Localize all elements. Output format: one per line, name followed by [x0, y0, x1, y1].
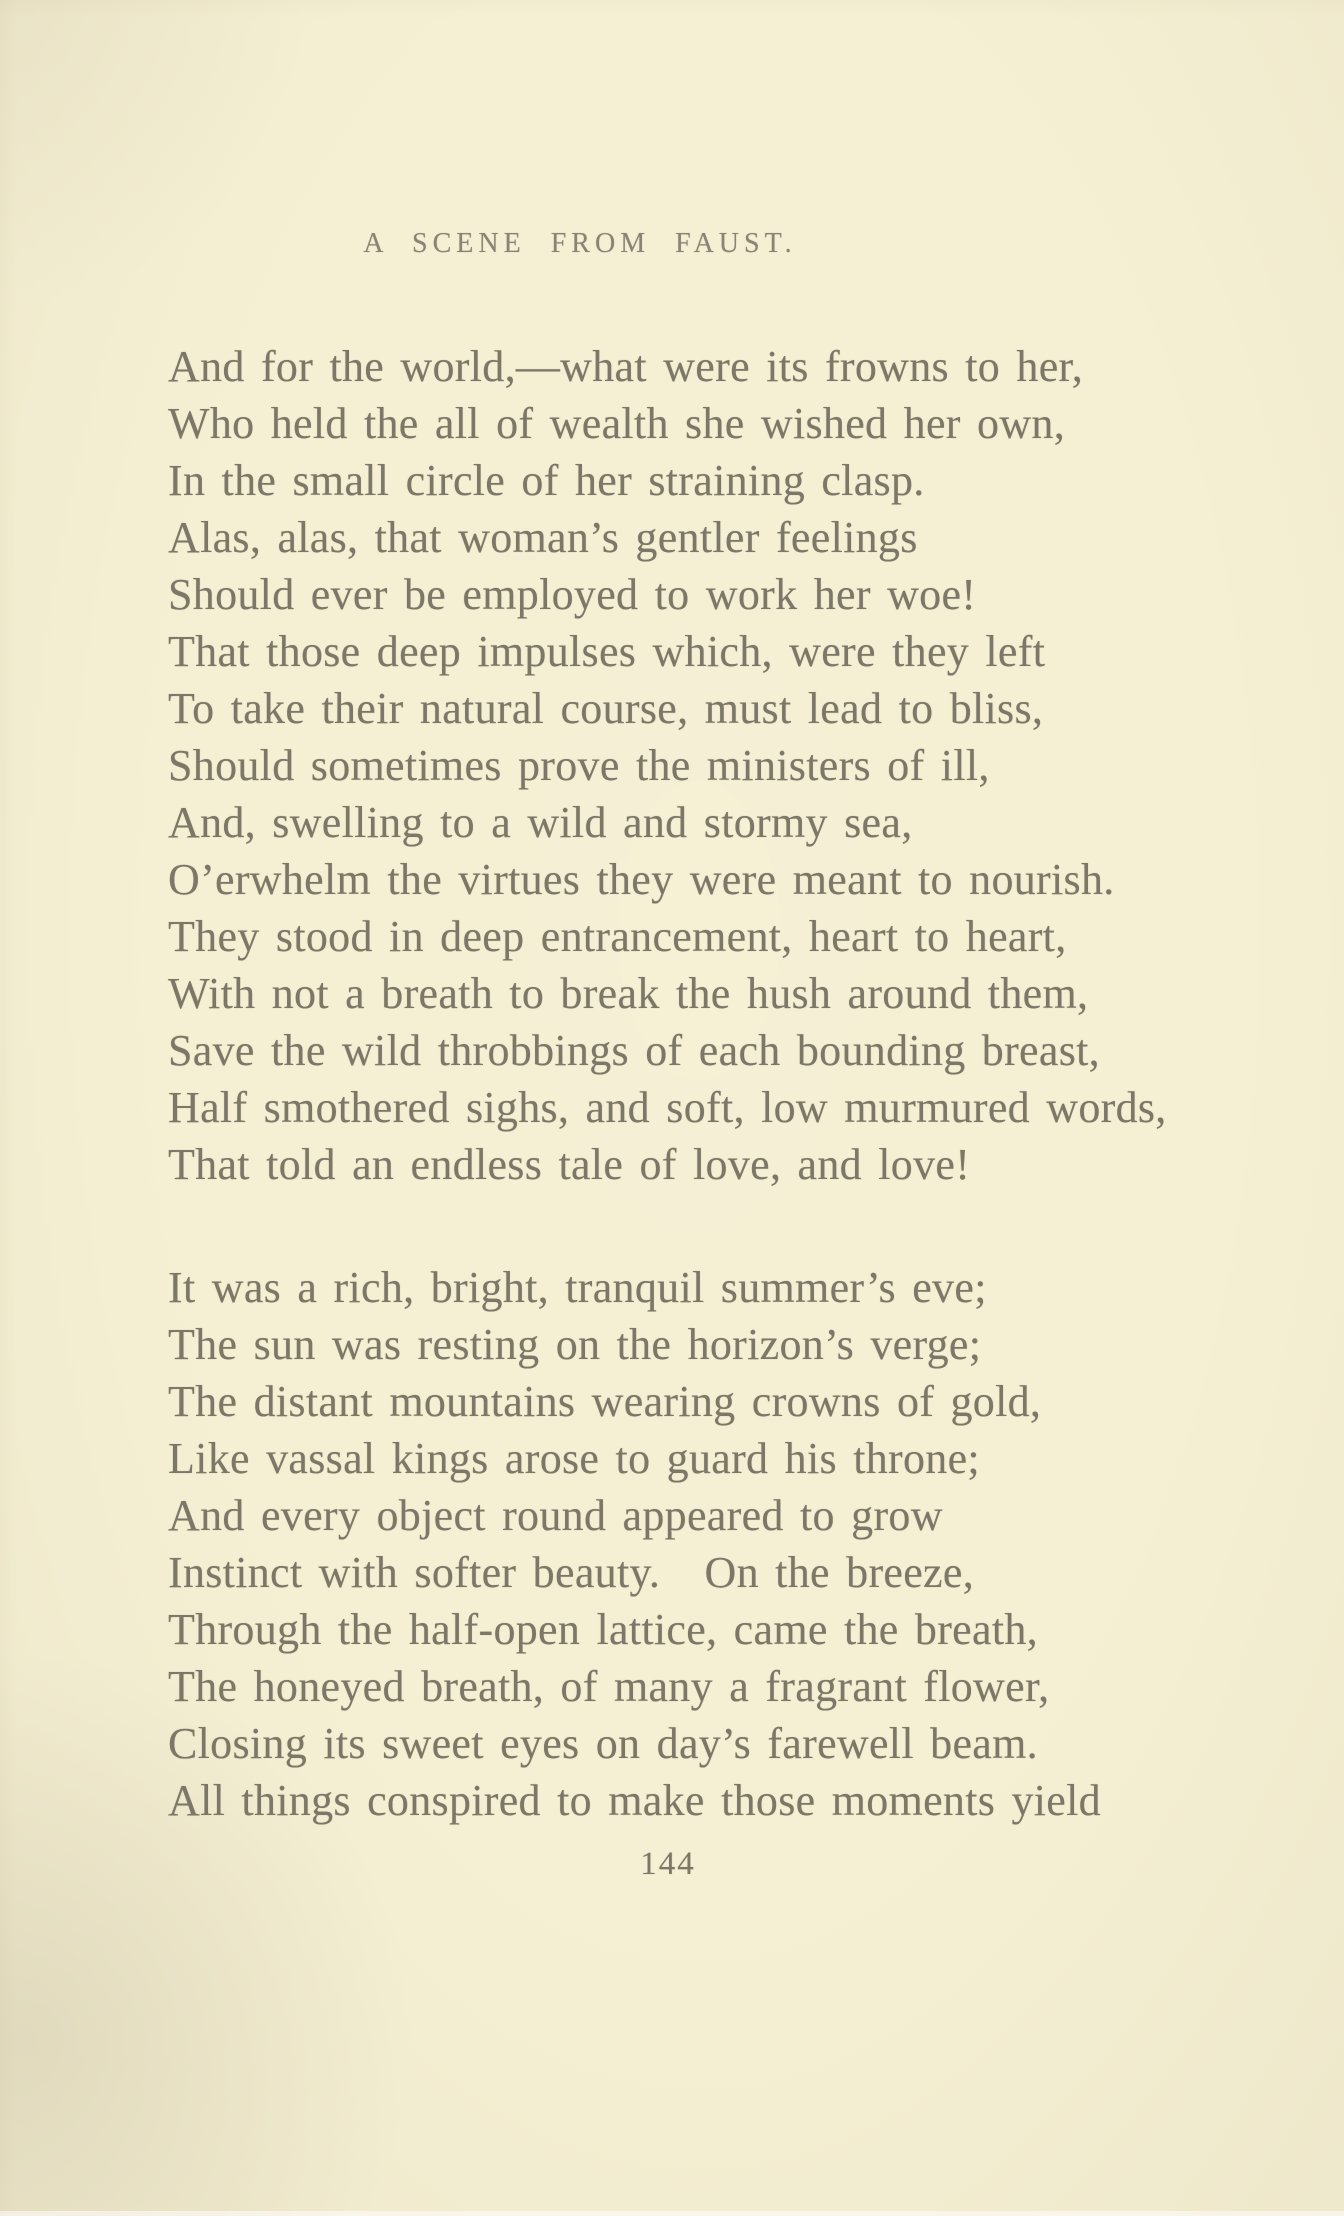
poem-line: Half smothered sighs, and soft, low murmured words, [168, 1083, 1167, 1132]
poem-line: It was a rich, bright, tranquil summer’s eve; [168, 1263, 987, 1312]
poem-line: And for the world,—what were its frowns to her, [168, 342, 1084, 391]
poem-line: In the small circle of her straining clasp. [168, 456, 925, 505]
poem-line: O’erwhelm the virtues they were meant to nourish. [168, 855, 1115, 904]
poem-line: The distant mountains wearing crowns of gold, [168, 1377, 1042, 1426]
scan-edge-sliver [0, 2211, 1344, 2216]
poem-line: That told an endless tale of love, and love! [168, 1140, 971, 1189]
stanza-2 [168, 1259, 1248, 1829]
poem-line: Should ever be employed to work her woe! [168, 570, 977, 619]
poem-line: And every object round appeared to grow [168, 1491, 943, 1540]
poem-line: Closing its sweet eyes on day’s farewell beam. [168, 1719, 1038, 1768]
poem-line: Save the wild throbbings of each bounding breast, [168, 1026, 1100, 1075]
poem-line: Who held the all of wealth she wished her own, [168, 399, 1066, 448]
poem-line: That those deep impulses which, were they left [168, 627, 1046, 676]
poem-line: Should sometimes prove the ministers of ill, [168, 741, 990, 790]
poem-line: Alas, alas, that woman’s gentler feelings [168, 513, 918, 562]
poem-body [168, 338, 1248, 1829]
poem-line: Instinct with softer beauty. On the breeze, [168, 1548, 975, 1597]
poem-line: Through the half-open lattice, came the breath, [168, 1605, 1038, 1654]
poem-line: And, swelling to a wild and stormy sea, [168, 798, 913, 847]
poem-line: The sun was resting on the horizon’s verge; [168, 1320, 982, 1369]
stanza-1 [168, 338, 1248, 1193]
poem-line: With not a breath to break the hush around them, [168, 969, 1089, 1018]
poem-line: All things conspired to make those moments yield [168, 1776, 1101, 1825]
poem-line: They stood in deep entrancement, heart to heart, [168, 912, 1067, 961]
poem-line: Like vassal kings arose to guard his throne; [168, 1434, 980, 1483]
running-title: A SCENE FROM FAUST. [363, 228, 797, 259]
poem-line: To take their natural course, must lead to bliss, [168, 684, 1044, 733]
page-number: 144 [640, 1846, 696, 1882]
poem-line: The honeyed breath, of many a fragrant flower, [168, 1662, 1050, 1711]
